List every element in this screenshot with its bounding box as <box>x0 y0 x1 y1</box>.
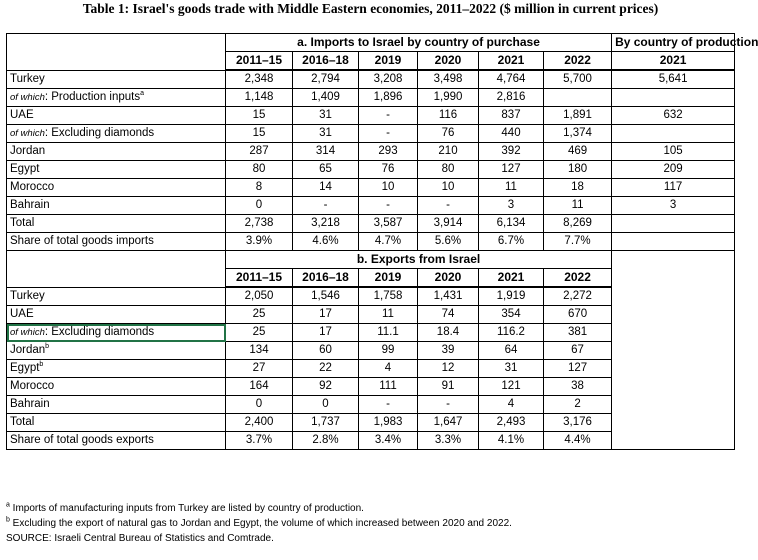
value-cell: 92 <box>293 378 359 396</box>
table-row <box>7 197 735 215</box>
footnote-b: $^b$ Excluding the export of natural gas to Jordan and Egypt, the volume of which increased between 2020 and 2022. <box>6 516 512 529</box>
value-cell: 14 <box>293 179 359 197</box>
value-cell: 1,546 <box>293 287 359 306</box>
year-header: 2011–15 <box>226 52 293 71</box>
value-cell: 4 <box>479 396 544 414</box>
value-cell: 121 <box>479 378 544 396</box>
row-label-text: Jordan <box>10 145 46 157</box>
value-cell: 837 <box>479 107 544 125</box>
year-header: 2019 <box>359 269 418 288</box>
trade-table <box>6 33 758 450</box>
value-cell: 18 <box>544 179 612 197</box>
value-cell: 2,400 <box>226 414 293 432</box>
value-cell: 3,587 <box>359 215 418 233</box>
row-label-text: Turkey <box>10 72 45 85</box>
row-label-text: Bahrain <box>10 199 50 211</box>
value-cell: 1,896 <box>359 89 418 107</box>
row-label-text: Morocco <box>10 181 55 193</box>
value-cell: 11 <box>479 179 544 197</box>
value-cell: 5.6% <box>418 233 479 251</box>
production-cell <box>612 125 735 143</box>
value-cell: 2.8% <box>293 432 359 450</box>
value-cell: 3,218 <box>293 215 359 233</box>
row-label <box>7 143 226 161</box>
value-cell: - <box>418 396 479 414</box>
value-cell: 27 <box>226 360 293 378</box>
value-cell: 25 <box>226 324 293 342</box>
row-label <box>7 125 226 143</box>
production-cell <box>612 89 735 107</box>
value-cell: 3.3% <box>418 432 479 450</box>
row-label-text: Total <box>10 217 35 229</box>
table-row <box>7 70 735 89</box>
value-cell: 164 <box>226 378 293 396</box>
row-label <box>7 396 226 414</box>
row-label-text: Share of total goods imports <box>10 235 154 247</box>
row-label <box>7 378 226 396</box>
table-row <box>7 215 735 233</box>
value-cell: 12 <box>418 360 479 378</box>
value-cell: 3 <box>479 197 544 215</box>
value-cell: 134 <box>226 342 293 360</box>
value-cell: 4.7% <box>359 233 418 251</box>
value-cell: 440 <box>479 125 544 143</box>
footnote-a: $^a$ Imports of manufacturing inputs from Turkey are listed by country of production. <box>6 501 364 514</box>
row-label-text: Bahrain <box>10 398 50 410</box>
row-label-text: UAE <box>10 109 34 121</box>
value-cell: 1,409 <box>293 89 359 107</box>
value-cell: 76 <box>418 125 479 143</box>
row-label <box>7 89 226 107</box>
value-cell: - <box>418 197 479 215</box>
year-header: 2020 <box>418 52 479 71</box>
value-cell: 2,738 <box>226 215 293 233</box>
footnotes <box>6 501 512 546</box>
value-cell: 5,700 <box>544 70 612 89</box>
production-year-header: 2021 <box>612 52 735 71</box>
value-cell: 64 <box>479 342 544 360</box>
value-cell: 1,647 <box>418 414 479 432</box>
row-label-text: Turkey <box>10 289 45 302</box>
year-header: 2022 <box>544 52 612 71</box>
value-cell: 111 <box>359 378 418 396</box>
footnote-mark: a <box>140 90 145 98</box>
table-row <box>7 161 735 179</box>
value-cell: - <box>359 396 418 414</box>
source-note: SOURCE: Israeli Central Bureau of Statistics and Comtrade. <box>6 533 274 544</box>
of-which-prefix: of which <box>10 92 45 103</box>
value-cell: 60 <box>293 342 359 360</box>
value-cell: 11 <box>359 306 418 324</box>
row-label[interactable] <box>7 324 226 342</box>
row-label <box>7 70 226 89</box>
value-cell: 4.4% <box>544 432 612 450</box>
value-cell: 116 <box>418 107 479 125</box>
value-cell: 3.4% <box>359 432 418 450</box>
value-cell: 293 <box>359 143 418 161</box>
row-label <box>7 197 226 215</box>
value-cell: - <box>359 107 418 125</box>
value-cell: 91 <box>418 378 479 396</box>
value-cell: 670 <box>544 306 612 324</box>
value-cell: 392 <box>479 143 544 161</box>
table-row <box>7 233 735 251</box>
footnote-mark: b <box>45 343 50 351</box>
row-label <box>7 233 226 251</box>
value-cell: 2,272 <box>544 287 612 306</box>
year-header: 2011–15 <box>226 269 293 288</box>
year-header: 2020 <box>418 269 479 288</box>
value-cell: 180 <box>544 161 612 179</box>
value-cell: 381 <box>544 324 612 342</box>
row-label <box>7 342 226 360</box>
row-label-text: Share of total goods exports <box>10 434 154 446</box>
table-row <box>7 89 735 107</box>
value-cell: 314 <box>293 143 359 161</box>
row-label-text: : Excluding diamonds <box>44 326 155 338</box>
value-cell: 1,919 <box>479 287 544 306</box>
value-cell: 210 <box>418 143 479 161</box>
production-cell <box>612 215 735 233</box>
production-cell: 632 <box>612 107 735 125</box>
footnote-mark: b <box>39 361 44 369</box>
row-label <box>7 306 226 324</box>
of-which-prefix: of which <box>10 128 45 139</box>
value-cell: 2 <box>544 396 612 414</box>
value-cell: 4 <box>359 360 418 378</box>
year-header: 2021 <box>479 52 544 71</box>
value-cell: 65 <box>293 161 359 179</box>
value-cell: 1,148 <box>226 89 293 107</box>
table-row <box>7 143 735 161</box>
value-cell: 2,816 <box>479 89 544 107</box>
value-cell: 80 <box>226 161 293 179</box>
value-cell: 31 <box>293 107 359 125</box>
exports-section-header: b. Exports from Israel <box>226 251 612 269</box>
year-header: 2016–18 <box>293 52 359 71</box>
value-cell: 3.7% <box>226 432 293 450</box>
value-cell: 31 <box>293 125 359 143</box>
value-cell: 6.7% <box>479 233 544 251</box>
value-cell: 0 <box>293 396 359 414</box>
value-cell: 10 <box>418 179 479 197</box>
value-cell: 10 <box>359 179 418 197</box>
row-label <box>7 107 226 125</box>
row-label-text: Egypt <box>10 362 40 374</box>
value-cell: 116.2 <box>479 324 544 342</box>
row-label-text: Jordan <box>10 344 46 356</box>
exports-header-row <box>7 251 735 269</box>
value-cell <box>544 89 612 107</box>
value-cell: 127 <box>479 161 544 179</box>
value-cell: 31 <box>479 360 544 378</box>
value-cell: 80 <box>418 161 479 179</box>
value-cell: 1,737 <box>293 414 359 432</box>
value-cell: 1,374 <box>544 125 612 143</box>
value-cell: 1,891 <box>544 107 612 125</box>
value-cell: 8 <box>226 179 293 197</box>
row-label-text: UAE <box>10 308 34 320</box>
row-label-text: : Production inputs <box>44 91 141 103</box>
value-cell: 15 <box>226 107 293 125</box>
value-cell: 25 <box>226 306 293 324</box>
production-cell: 3 <box>612 197 735 215</box>
table-row <box>7 107 735 125</box>
value-cell: 469 <box>544 143 612 161</box>
of-which-prefix: of which <box>10 327 45 338</box>
year-header: 2021 <box>479 269 544 288</box>
row-label <box>7 179 226 197</box>
value-cell: 38 <box>544 378 612 396</box>
year-header: 2019 <box>359 52 418 71</box>
value-cell: 2,050 <box>226 287 293 306</box>
value-cell: 0 <box>226 396 293 414</box>
value-cell: 4.6% <box>293 233 359 251</box>
blank-cell <box>612 251 735 450</box>
value-cell: 11.1 <box>359 324 418 342</box>
value-cell: 39 <box>418 342 479 360</box>
production-cell: 117 <box>612 179 735 197</box>
value-cell: 354 <box>479 306 544 324</box>
row-label-text: Total <box>10 416 35 428</box>
production-cell <box>612 233 735 251</box>
row-label-text: Egypt <box>10 163 40 175</box>
production-cell: 209 <box>612 161 735 179</box>
value-cell: 3,176 <box>544 414 612 432</box>
imports-header-row <box>7 34 735 52</box>
value-cell: 67 <box>544 342 612 360</box>
value-cell: 2,493 <box>479 414 544 432</box>
table-title: Table 1: Israel's goods trade with Middle Eastern economies, 2011–2022 ($ million in current prices) <box>82 1 659 16</box>
value-cell: 8,269 <box>544 215 612 233</box>
value-cell: 74 <box>418 306 479 324</box>
table-row <box>7 179 735 197</box>
row-label <box>7 287 226 306</box>
row-label-text: Morocco <box>10 380 55 392</box>
value-cell: 11 <box>544 197 612 215</box>
value-cell: 127 <box>544 360 612 378</box>
value-cell: - <box>359 125 418 143</box>
value-cell: 22 <box>293 360 359 378</box>
value-cell: 7.7% <box>544 233 612 251</box>
row-label <box>7 414 226 432</box>
imports-section-header: a. Imports to Israel by country of purchase <box>226 34 612 52</box>
value-cell: - <box>359 197 418 215</box>
production-cell: 5,641 <box>612 70 735 89</box>
row-label <box>7 360 226 378</box>
value-cell: 1,758 <box>359 287 418 306</box>
value-cell: 2,348 <box>226 70 293 89</box>
value-cell: 2,794 <box>293 70 359 89</box>
row-label <box>7 161 226 179</box>
row-label <box>7 215 226 233</box>
value-cell: 1,431 <box>418 287 479 306</box>
value-cell: 3,914 <box>418 215 479 233</box>
value-cell: 6,134 <box>479 215 544 233</box>
value-cell: 3,208 <box>359 70 418 89</box>
value-cell: 4.1% <box>479 432 544 450</box>
year-header: 2022 <box>544 269 612 288</box>
value-cell: - <box>293 197 359 215</box>
value-cell: 1,990 <box>418 89 479 107</box>
value-cell: 17 <box>293 324 359 342</box>
value-cell: 4,764 <box>479 70 544 89</box>
year-header: 2016–18 <box>293 269 359 288</box>
production-header: By country of production <box>612 34 735 52</box>
value-cell: 3,498 <box>418 70 479 89</box>
table-row <box>7 125 735 143</box>
value-cell: 287 <box>226 143 293 161</box>
value-cell: 0 <box>226 197 293 215</box>
value-cell: 3.9% <box>226 233 293 251</box>
corner-cell <box>7 34 226 71</box>
row-label-text: : Excluding diamonds <box>44 127 155 139</box>
value-cell: 15 <box>226 125 293 143</box>
value-cell: 76 <box>359 161 418 179</box>
value-cell: 1,983 <box>359 414 418 432</box>
corner-cell <box>7 251 226 288</box>
production-cell: 105 <box>612 143 735 161</box>
value-cell: 99 <box>359 342 418 360</box>
value-cell: 18.4 <box>418 324 479 342</box>
row-label <box>7 432 226 450</box>
value-cell: 17 <box>293 306 359 324</box>
